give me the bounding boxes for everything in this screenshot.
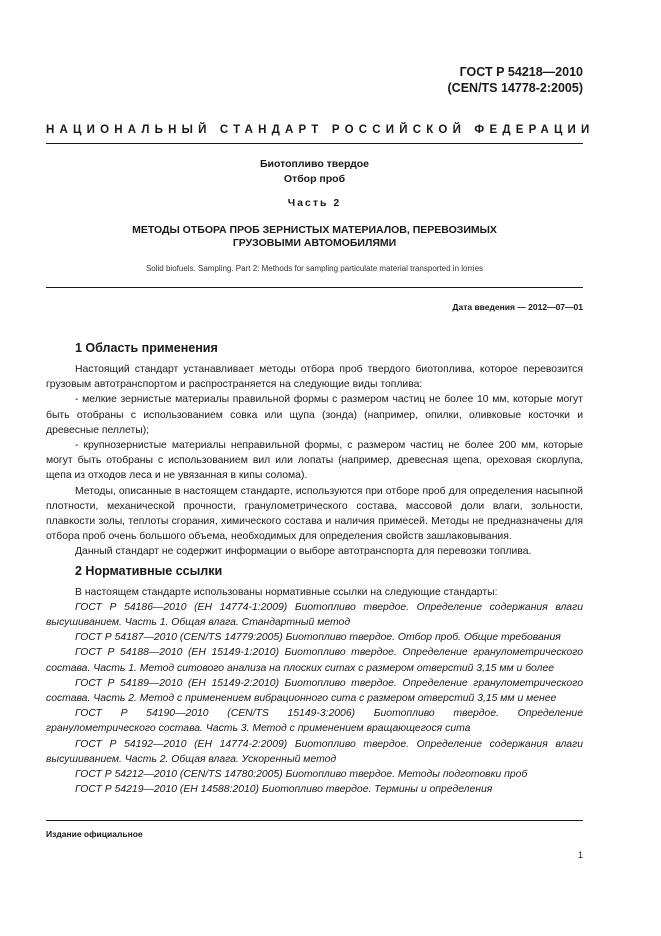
part-title-line-1: МЕТОДЫ ОТБОРА ПРОБ ЗЕРНИСТЫХ МАТЕРИАЛОВ, ПЕРЕВОЗИМЫХ [132,224,497,236]
reference-item: ГОСТ Р 54187—2010 (CEN/TS 14779:2005) Биотопливо твердое. Отбор проб. Общие требования [75,632,561,644]
paragraph: Методы, описанные в настоящем стандарте, используются при отборе проб для определения насыпной плотности, механической прочности, гранулометрического состава, массовой доли влаги, зольности, плавкости золы, теплоты сгорания, химического состава и наличия примесей. Методы не предназначены для отбора проб очень большого объема, необходимых для определения свойств зашлаковывания. [46,485,583,543]
paragraph: Настоящий стандарт устанавливает методы отбора проб твердого биотоплива, которое перевозится грузовым автотранспортом и распространяется на следующие виды топлива: [46,364,583,391]
national-standard-heading: НАЦИОНАЛЬНЫЙ СТАНДАРТ РОССИЙСКОЙ ФЕДЕРАЦИИ [46,124,595,136]
paragraph: В настоящем стандарте использованы нормативные ссылки на следующие стандарты: [75,586,498,598]
title-divider [46,287,583,288]
reference-item: ГОСТ Р 54189—2010 (ЕН 15149-2:2010) Биотопливо твердое. Определение гранулометрического состава. Часть 2. Метод с применением вибрационного сита с размером отверстий 3,15 мм и менее [46,677,583,705]
gost-number: ГОСТ Р 54218—2010 [459,65,583,79]
footer-divider [46,820,583,821]
reference-item: ГОСТ Р 54190—2010 (CEN/TS 15149-3:2006) Биотопливо твердое. Определение гранулометрического состава. Часть 3. Метод с применением вращающегося сита [46,708,583,735]
part-label: Часть 2 [287,197,342,209]
list-item: - крупнозернистые материалы неправильной формы, с размером частиц не более 200 мм, которые могут быть отобраны с использованием вил или лопаты (например, древесная щепа, ореховая скорлупа, щепа из отходов леса и не увязанная в кипы солома). [46,440,583,482]
reference-item: ГОСТ Р 54192—2010 (ЕН 14774-2:2009) Биотопливо твердое. Определение содержания влаги высушиванием. Часть 2. Общая влага. Ускоренный метод [46,738,583,765]
introduction-date: Дата введения — 2012—07—01 [452,302,583,312]
standard-title [46,157,583,187]
section-1-heading: 1 Область применения [75,341,218,355]
part-title [46,224,583,250]
page-number: 1 [577,850,583,860]
top-divider [46,143,583,144]
reference-item: ГОСТ Р 54186—2010 (ЕН 14774-1:2009) Биотопливо твердое. Определение содержания влаги высушиванием. Часть 1. Общая влага. Стандартный метод [46,601,583,629]
list-item: - мелкие зернистые материалы правильной формы с размером частиц не более 10 мм, которые могут быть отобраны с использованием совка или щупа (зонда) (например, опилки, оливковые косточки и древесные пеллеты); [46,394,583,436]
document-designation [448,64,583,96]
paragraph: Данный стандарт не содержит информации о выборе автотранспорта для перевозки топлива. [75,546,532,558]
edition-label: Издание официальное [46,829,143,839]
part-title-line-2: ГРУЗОВЫМИ АВТОМОБИЛЯМИ [232,237,397,249]
section-2-heading: 2 Нормативные ссылки [75,563,223,578]
document-body [46,340,583,797]
title-line-1: Биотопливо твердое [259,158,370,170]
reference-item: ГОСТ Р 54212—2010 (CEN/TS 14780:2005) Биотопливо твердое. Методы подготовки проб [75,769,528,781]
cen-number: (CEN/TS 14778-2:2005) [447,81,583,95]
reference-item: ГОСТ Р 54188—2010 (ЕН 15149-1:2010) Биотопливо твердое. Определение гранулометрического состава. Часть 1. Метод ситового анализа на плоских ситах с размером отверстий 3,15 мм и более [46,647,583,674]
reference-item: ГОСТ Р 54219—2010 (ЕН 14588:2010) Биотопливо твердое. Термины и определения [75,784,493,796]
title-line-2: Отбор проб [283,173,346,185]
english-title: Solid biofuels. Sampling. Part 2: Methods for sampling particulate material transported in lorries [145,264,484,273]
